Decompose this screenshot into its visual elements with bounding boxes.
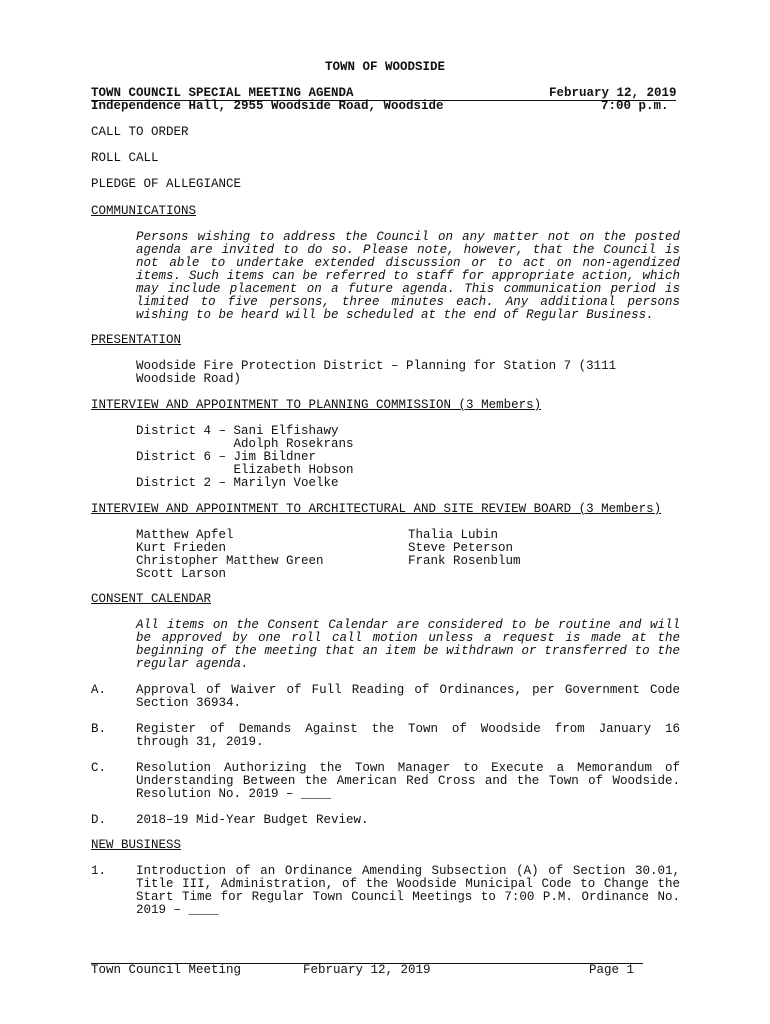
consent-item-c — [136, 762, 680, 801]
communications-line: items. Such items can be referred to staff for appropriate action, which — [136, 269, 680, 283]
planning-heading: INTERVIEW AND APPOINTMENT TO PLANNING COMMISSION (3 Members) — [91, 398, 542, 412]
asrb-candidate: Frank Rosenblum — [408, 554, 521, 568]
consent-line: be approved by one roll call motion unless a request is made at the — [136, 631, 680, 645]
communications-line: wishing to be heard will be scheduled at the end of Regular Business. — [136, 308, 654, 322]
item-line: 2018–19 Mid-Year Budget Review. — [136, 813, 369, 827]
consent-text — [136, 619, 680, 671]
planning-line: District 6 – Jim Bildner — [136, 450, 317, 464]
asrb-candidate: Christopher Matthew Green — [136, 554, 324, 568]
planning-line: Elizabeth Hobson — [136, 463, 354, 477]
meeting-time: 7:00 p.m. — [601, 99, 669, 113]
communications-line: agenda are invited to do so. Please note, however, that the Council is — [136, 243, 680, 257]
new-business-heading: NEW BUSINESS — [91, 838, 182, 852]
item-line: Register of Demands Against the Town of Woodside from January 16 — [136, 722, 680, 736]
item-line: Approval of Waiver of Full Reading of Ordinances, per Government Code — [136, 683, 680, 697]
asrb-candidate: Scott Larson — [136, 567, 227, 581]
consent-heading: CONSENT CALENDAR — [91, 592, 212, 606]
footer-title: Town Council Meeting — [91, 963, 242, 977]
communications-line: may include placement on a future agenda. This communication period is — [136, 282, 680, 296]
item-label: A. — [91, 683, 107, 697]
consent-item-a — [136, 684, 680, 710]
planning-line: District 2 – Marilyn Voelke — [136, 476, 339, 490]
consent-line: regular agenda. — [136, 657, 249, 671]
communications-line: not able to undertake extended discussion or to act on non-agendized — [136, 256, 680, 270]
item-label: 1. — [91, 864, 107, 878]
call-to-order: CALL TO ORDER — [91, 125, 189, 139]
consent-line: beginning of the meeting that an item be withdrawn or transferred to the — [136, 644, 680, 658]
item-line: Start Time for Regular Town Council Meetings to 7:00 P.M. Ordinance No. — [136, 890, 680, 904]
asrb-heading: INTERVIEW AND APPOINTMENT TO ARCHITECTURAL AND SITE REVIEW BOARD (3 Members) — [91, 502, 662, 516]
communications-line: limited to five persons, three minutes each. Any additional persons — [136, 295, 680, 309]
item-line: Understanding Between the American Red Cross and the Town of Woodside. — [136, 774, 680, 788]
page-number: Page 1 — [589, 963, 635, 977]
roll-call: ROLL CALL — [91, 151, 159, 165]
item-label: D. — [91, 813, 107, 827]
planning-line: Adolph Rosekrans — [136, 437, 354, 451]
consent-item-b — [136, 723, 680, 749]
town-title: TOWN OF WOODSIDE — [325, 60, 446, 74]
item-line: Introduction of an Ordinance Amending Subsection (A) of Section 30.01, — [136, 864, 680, 878]
meeting-date: February 12, 2019 — [549, 86, 677, 100]
presentation-line: Woodside Road) — [136, 372, 242, 386]
presentation-heading: PRESENTATION — [91, 333, 182, 347]
item-line: 2019 – ____ — [136, 903, 219, 917]
asrb-candidate: Thalia Lubin — [408, 528, 499, 542]
consent-line: All items on the Consent Calendar are considered to be routine and will — [136, 618, 680, 632]
item-line: through 31, 2019. — [136, 735, 264, 749]
item-label: B. — [91, 722, 107, 736]
meeting-type: TOWN COUNCIL SPECIAL MEETING AGENDA — [91, 86, 354, 100]
asrb-candidate: Matthew Apfel — [136, 528, 234, 542]
item-label: C. — [91, 761, 107, 775]
item-line: Section 36934. — [136, 696, 242, 710]
planning-line: District 4 – Sani Elfishawy — [136, 424, 339, 438]
footer-date: February 12, 2019 — [303, 963, 431, 977]
communications-line: Persons wishing to address the Council on any matter not on the posted — [136, 230, 680, 244]
presentation-line: Woodside Fire Protection District – Planning for Station 7 (3111 — [136, 359, 617, 373]
item-line: Title III, Administration, of the Woodside Municipal Code to Change the — [136, 877, 680, 891]
pledge: PLEDGE OF ALLEGIANCE — [91, 177, 242, 191]
item-line: Resolution No. 2019 – ____ — [136, 787, 332, 801]
communications-heading: COMMUNICATIONS — [91, 204, 197, 218]
asrb-candidate: Steve Peterson — [408, 541, 514, 555]
communications-text — [136, 231, 680, 322]
item-line: Resolution Authorizing the Town Manager to Execute a Memorandum of — [136, 761, 680, 775]
new-business-item-1 — [136, 865, 680, 917]
asrb-candidate: Kurt Frieden — [136, 541, 227, 555]
meeting-location: Independence Hall, 2955 Woodside Road, Woodside — [91, 99, 444, 113]
